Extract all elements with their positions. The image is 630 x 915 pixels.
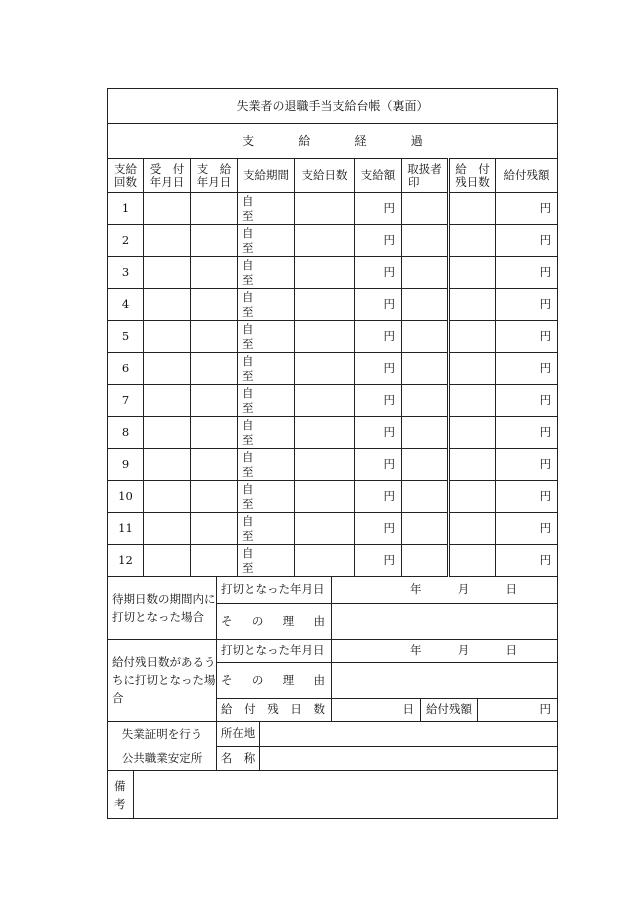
- ledger-table: [107, 88, 558, 577]
- remaining-days-cell[interactable]: [449, 417, 496, 449]
- period-to-label: 至: [242, 560, 254, 575]
- period-cell[interactable]: [238, 257, 295, 289]
- office-label-2: 公共職業安定所: [108, 747, 217, 771]
- amount-cell[interactable]: 円: [355, 321, 402, 353]
- header-zan-gaku: 給付残額: [496, 159, 558, 193]
- section-heading: [108, 124, 558, 159]
- period-to-label: 至: [242, 208, 254, 223]
- handler-seal-cell[interactable]: [402, 289, 449, 321]
- remaining-date-label: 打切となった年月日: [217, 639, 332, 662]
- period-to-label: 至: [242, 400, 254, 415]
- section-char: 過: [410, 133, 423, 148]
- table-row: [108, 513, 558, 545]
- table-row: [108, 449, 558, 481]
- period-to-label: 至: [242, 272, 254, 287]
- handler-seal-cell[interactable]: [402, 225, 449, 257]
- lower-table: [107, 577, 558, 722]
- period-from-label: 自: [242, 385, 254, 400]
- header-kaisu: 支給 回数: [108, 159, 144, 193]
- days-cell[interactable]: [295, 321, 355, 353]
- table-row: [108, 385, 558, 417]
- handler-seal-cell[interactable]: [402, 417, 449, 449]
- uketsuke-cell[interactable]: [144, 289, 191, 321]
- office-table: [107, 722, 558, 772]
- waiting-date-field[interactable]: 年 月 日: [332, 577, 558, 603]
- amount-cell[interactable]: 円: [355, 385, 402, 417]
- shikyu-date-cell[interactable]: [191, 225, 238, 257]
- remaining-reason-field[interactable]: [332, 662, 558, 698]
- remaining-label: 給付残日数があるうちに打切となった場合: [108, 639, 217, 721]
- remaining-days-cell[interactable]: [449, 321, 496, 353]
- uketsuke-cell[interactable]: [144, 257, 191, 289]
- remaining-amount-cell[interactable]: 円: [496, 321, 558, 353]
- column-header-row: [108, 159, 558, 193]
- header-shikyu-date: 支 給 年月日: [191, 159, 238, 193]
- table-row: [108, 225, 558, 257]
- remaining-date-field[interactable]: 年 月 日: [332, 639, 558, 662]
- amount-cell[interactable]: 円: [355, 449, 402, 481]
- amount-cell[interactable]: 円: [355, 513, 402, 545]
- days-cell[interactable]: [295, 225, 355, 257]
- period-from-label: 自: [242, 353, 254, 368]
- shikyu-date-cell[interactable]: [191, 449, 238, 481]
- period-cell[interactable]: [238, 449, 295, 481]
- office-name-field[interactable]: [260, 747, 558, 771]
- waiting-date-label: 打切となった年月日: [217, 577, 332, 603]
- waiting-reason-label: そ の 理 由: [217, 603, 332, 639]
- amount-cell[interactable]: 円: [355, 257, 402, 289]
- shikyu-date-cell[interactable]: [191, 417, 238, 449]
- shikyu-date-cell[interactable]: [191, 353, 238, 385]
- row-number: 4: [108, 289, 144, 321]
- header-uketsuke: 受 付 年月日: [144, 159, 191, 193]
- uketsuke-cell[interactable]: [144, 225, 191, 257]
- table-row: [108, 321, 558, 353]
- remaining-days-cell[interactable]: [449, 513, 496, 545]
- days-cell[interactable]: [295, 289, 355, 321]
- handler-seal-cell[interactable]: [402, 513, 449, 545]
- period-to-label: 至: [242, 240, 254, 255]
- office-name-label: 名 称: [217, 747, 260, 771]
- row-number: 5: [108, 321, 144, 353]
- table-row: [108, 481, 558, 513]
- remaining-days-cell[interactable]: [449, 449, 496, 481]
- amount-cell[interactable]: 円: [355, 353, 402, 385]
- remaining-amount-cell[interactable]: 円: [496, 417, 558, 449]
- period-from-label: 自: [242, 321, 254, 336]
- uketsuke-cell[interactable]: [144, 481, 191, 513]
- office-address-field[interactable]: [260, 722, 558, 747]
- shikyu-date-cell[interactable]: [191, 385, 238, 417]
- remarks-field[interactable]: [134, 771, 558, 818]
- period-cell[interactable]: [238, 353, 295, 385]
- period-from-label: 自: [242, 545, 254, 560]
- shikyu-date-cell[interactable]: [191, 289, 238, 321]
- remaining-amount-field[interactable]: 円: [478, 698, 558, 721]
- header-gaku: 支給額: [355, 159, 402, 193]
- remaining-days-cell[interactable]: [449, 225, 496, 257]
- days-cell[interactable]: [295, 513, 355, 545]
- remaining-days-cell[interactable]: [449, 289, 496, 321]
- period-from-label: 自: [242, 449, 254, 464]
- shikyu-date-cell[interactable]: [191, 257, 238, 289]
- days-cell[interactable]: [295, 353, 355, 385]
- remaining-amount-cell[interactable]: 円: [496, 481, 558, 513]
- amount-cell[interactable]: 円: [355, 289, 402, 321]
- ledger-form: [107, 88, 557, 819]
- handler-seal-cell[interactable]: [402, 385, 449, 417]
- days-cell[interactable]: [295, 545, 355, 577]
- shikyu-date-cell[interactable]: [191, 321, 238, 353]
- section-char: 支: [242, 133, 255, 148]
- period-from-label: 自: [242, 289, 254, 304]
- row-number: 9: [108, 449, 144, 481]
- header-nissu: 支給日数: [295, 159, 355, 193]
- uketsuke-cell[interactable]: [144, 353, 191, 385]
- uketsuke-cell[interactable]: [144, 417, 191, 449]
- remaining-days-field[interactable]: 日: [332, 698, 421, 721]
- row-number: 3: [108, 257, 144, 289]
- amount-cell[interactable]: 円: [355, 225, 402, 257]
- table-row: [108, 257, 558, 289]
- period-to-label: 至: [242, 368, 254, 383]
- remaining-days-cell[interactable]: [449, 353, 496, 385]
- days-cell[interactable]: [295, 481, 355, 513]
- handler-seal-cell[interactable]: [402, 321, 449, 353]
- row-number: 8: [108, 417, 144, 449]
- row-number: 6: [108, 353, 144, 385]
- uketsuke-cell[interactable]: [144, 321, 191, 353]
- header-kikan: 支給期間: [238, 159, 295, 193]
- amount-cell[interactable]: 円: [355, 193, 402, 225]
- days-cell[interactable]: [295, 193, 355, 225]
- period-from-label: 自: [242, 417, 254, 432]
- days-cell[interactable]: [295, 449, 355, 481]
- table-row: [108, 353, 558, 385]
- handler-seal-cell[interactable]: [402, 193, 449, 225]
- remarks-label: 備 考: [108, 771, 134, 818]
- uketsuke-cell[interactable]: [144, 513, 191, 545]
- handler-seal-cell[interactable]: [402, 257, 449, 289]
- remarks-table: [107, 771, 558, 819]
- handler-seal-cell[interactable]: [402, 545, 449, 577]
- period-from-label: 自: [242, 513, 254, 528]
- remaining-amount-cell[interactable]: 円: [496, 545, 558, 577]
- remaining-amount-cell[interactable]: 円: [496, 193, 558, 225]
- uketsuke-cell[interactable]: [144, 193, 191, 225]
- period-to-label: 至: [242, 496, 254, 511]
- days-cell[interactable]: [295, 417, 355, 449]
- days-cell[interactable]: [295, 257, 355, 289]
- shikyu-date-cell[interactable]: [191, 513, 238, 545]
- amount-cell[interactable]: 円: [355, 545, 402, 577]
- period-to-label: 至: [242, 304, 254, 319]
- office-label-1: 失業証明を行う: [108, 722, 217, 747]
- period-from-label: 自: [242, 481, 254, 496]
- row-number: 12: [108, 545, 144, 577]
- remaining-amount-label: 給付残額: [421, 698, 478, 721]
- row-number: 10: [108, 481, 144, 513]
- period-from-label: 自: [242, 193, 254, 208]
- days-cell[interactable]: [295, 385, 355, 417]
- remaining-reason-label: そ の 理 由: [217, 662, 332, 698]
- row-number: 2: [108, 225, 144, 257]
- row-number: 1: [108, 193, 144, 225]
- remaining-days-cell[interactable]: [449, 481, 496, 513]
- office-address-label: 所在地: [217, 722, 260, 747]
- uketsuke-cell[interactable]: [144, 545, 191, 577]
- period-cell[interactable]: [238, 193, 295, 225]
- shikyu-date-cell[interactable]: [191, 481, 238, 513]
- uketsuke-cell[interactable]: [144, 385, 191, 417]
- period-cell[interactable]: [238, 481, 295, 513]
- handler-seal-cell[interactable]: [402, 449, 449, 481]
- period-cell[interactable]: [238, 417, 295, 449]
- amount-cell[interactable]: 円: [355, 481, 402, 513]
- remaining-days-cell[interactable]: [449, 193, 496, 225]
- remaining-amount-cell[interactable]: 円: [496, 353, 558, 385]
- header-toriatsukai: 取扱者 印: [402, 159, 449, 193]
- table-row: [108, 289, 558, 321]
- header-zan-nissu: 給 付 残日数: [449, 159, 496, 193]
- remaining-amount-cell[interactable]: 円: [496, 449, 558, 481]
- waiting-label: 待期日数の期間内に打切となった場合: [108, 577, 217, 639]
- section-char: 経: [354, 133, 367, 148]
- remaining-amount-cell[interactable]: 円: [496, 289, 558, 321]
- remaining-amount-cell[interactable]: 円: [496, 257, 558, 289]
- handler-seal-cell[interactable]: [402, 481, 449, 513]
- shikyu-date-cell[interactable]: [191, 545, 238, 577]
- period-cell[interactable]: [238, 289, 295, 321]
- period-cell[interactable]: [238, 225, 295, 257]
- period-to-label: 至: [242, 464, 254, 479]
- shikyu-date-cell[interactable]: [191, 193, 238, 225]
- period-cell[interactable]: [238, 385, 295, 417]
- period-cell[interactable]: [238, 513, 295, 545]
- remaining-days-cell[interactable]: [449, 385, 496, 417]
- remaining-amount-cell[interactable]: 円: [496, 513, 558, 545]
- form-title: 失業者の退職手当支給台帳（裏面）: [108, 89, 558, 124]
- remaining-days-cell[interactable]: [449, 257, 496, 289]
- table-row: [108, 417, 558, 449]
- remaining-days-label: 給 付 残 日 数: [217, 698, 332, 721]
- table-row: [108, 193, 558, 225]
- amount-cell[interactable]: 円: [355, 417, 402, 449]
- remaining-amount-cell[interactable]: 円: [496, 225, 558, 257]
- table-row: [108, 545, 558, 577]
- row-number: 7: [108, 385, 144, 417]
- remaining-days-cell[interactable]: [449, 545, 496, 577]
- waiting-reason-field[interactable]: [332, 603, 558, 639]
- handler-seal-cell[interactable]: [402, 353, 449, 385]
- period-from-label: 自: [242, 225, 254, 240]
- period-to-label: 至: [242, 432, 254, 447]
- period-to-label: 至: [242, 528, 254, 543]
- section-char: 給: [298, 133, 311, 148]
- period-cell[interactable]: [238, 545, 295, 577]
- period-to-label: 至: [242, 336, 254, 351]
- uketsuke-cell[interactable]: [144, 449, 191, 481]
- remaining-amount-cell[interactable]: 円: [496, 385, 558, 417]
- row-number: 11: [108, 513, 144, 545]
- period-cell[interactable]: [238, 321, 295, 353]
- period-from-label: 自: [242, 257, 254, 272]
